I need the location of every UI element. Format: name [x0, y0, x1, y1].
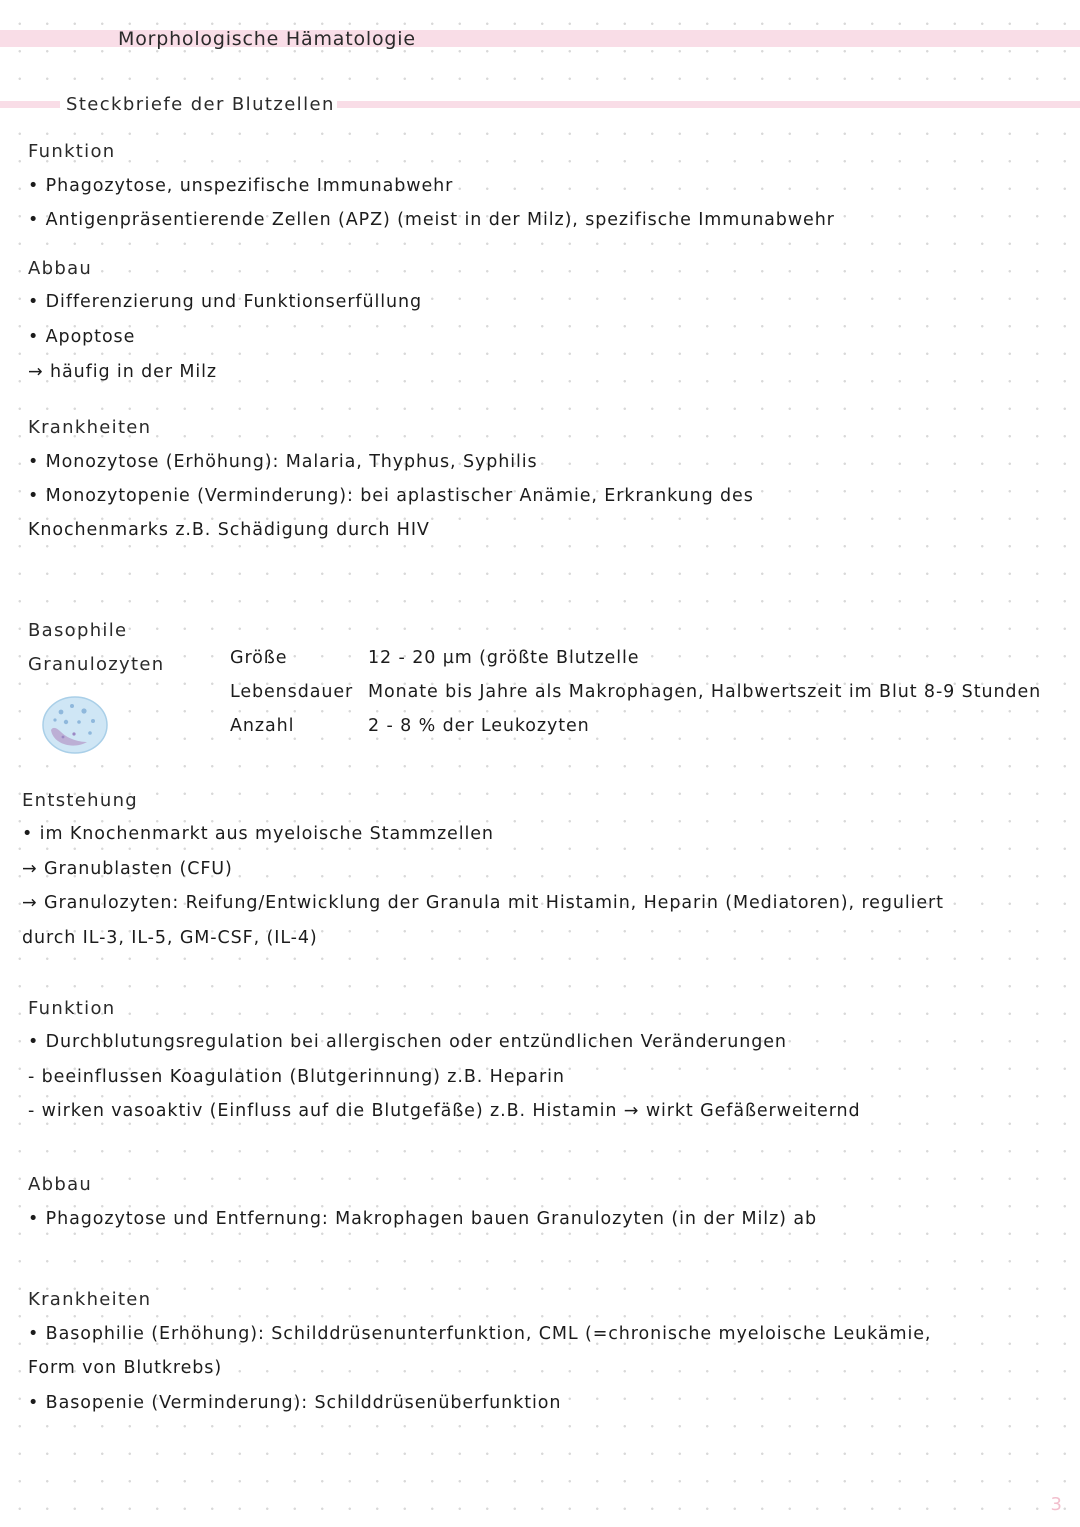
- text-line: → Granulozyten: Reifung/Entwicklung der Granula mit Histamin, Heparin (Mediatoren), reguliert: [22, 893, 944, 913]
- profile-label-groesse: Größe: [230, 648, 288, 668]
- text-line: • Durchblutungsregulation bei allergischen oder entzündlichen Veränderungen: [28, 1032, 787, 1052]
- text-line: → Granublasten (CFU): [22, 859, 233, 879]
- text-line: - beeinflussen Koagulation (Blutgerinnung) z.B. Heparin: [28, 1067, 565, 1087]
- page-number: 3: [1050, 1494, 1062, 1515]
- text-line: Form von Blutkrebs): [28, 1358, 223, 1378]
- profile-value-groesse: 12 - 20 µm (größte Blutzelle: [368, 648, 640, 668]
- profile-label-anzahl: Anzahl: [230, 716, 295, 736]
- text-line: • Antigenpräsentierende Zellen (APZ) (meist in der Milz), spezifische Immunabwehr: [28, 210, 835, 230]
- text-line: • im Knochenmarkt aus myeloische Stammzellen: [22, 824, 494, 844]
- text-line: → häufig in der Milz: [28, 362, 217, 382]
- text-line: • Apoptose: [28, 327, 136, 347]
- heading-funktion-1: Funktion: [28, 141, 116, 162]
- heading-krankheiten-2: Krankheiten: [28, 1289, 152, 1310]
- heading-abbau-1: Abbau: [28, 258, 93, 279]
- profile-value-lebensdauer: Monate bis Jahre als Makrophagen, Halbwertszeit im Blut 8-9 Stunden: [368, 682, 1042, 702]
- text-line: • Differenzierung und Funktionserfüllung: [28, 292, 422, 312]
- cell-name-line2: Granulozyten: [28, 654, 165, 675]
- text-line: • Phagozytose und Entfernung: Makrophagen bauen Granulozyten (in der Milz) ab: [28, 1209, 817, 1229]
- text-line: • Basopenie (Verminderung): Schilddrüsenüberfunktion: [28, 1393, 562, 1413]
- text-line: - wirken vasoaktiv (Einfluss auf die Blutgefäße) z.B. Histamin → wirkt Gefäßerweiternd: [28, 1101, 861, 1121]
- text-line: durch IL-3, IL-5, GM-CSF, (IL-4): [22, 928, 318, 948]
- heading-funktion-2: Funktion: [28, 998, 116, 1019]
- heading-abbau-2: Abbau: [28, 1174, 93, 1195]
- section-title: Steckbriefe der Blutzellen: [66, 94, 335, 115]
- text-line: Knochenmarks z.B. Schädigung durch HIV: [28, 520, 430, 540]
- profile-label-lebensdauer: Lebensdauer: [230, 682, 354, 702]
- text-line: • Monozytose (Erhöhung): Malaria, Thyphus, Syphilis: [28, 452, 538, 472]
- text-line: • Phagozytose, unspezifische Immunabwehr: [28, 176, 454, 196]
- section-band-left: [0, 101, 60, 108]
- text-line: • Monozytopenie (Verminderung): bei aplastischer Anämie, Erkrankung des: [28, 486, 754, 506]
- cell-name-line1: Basophile: [28, 620, 128, 641]
- profile-value-anzahl: 2 - 8 % der Leukozyten: [368, 716, 590, 736]
- page-title: Morphologische Hämatologie: [118, 28, 416, 50]
- text-line: • Basophilie (Erhöhung): Schilddrüsenunterfunktion, CML (=chronische myeloische Leukämie,: [28, 1324, 932, 1344]
- heading-entstehung: Entstehung: [22, 790, 138, 811]
- section-band-right: [330, 101, 1080, 108]
- heading-krankheiten-1: Krankheiten: [28, 417, 152, 438]
- basophil-cell-icon: [39, 692, 111, 756]
